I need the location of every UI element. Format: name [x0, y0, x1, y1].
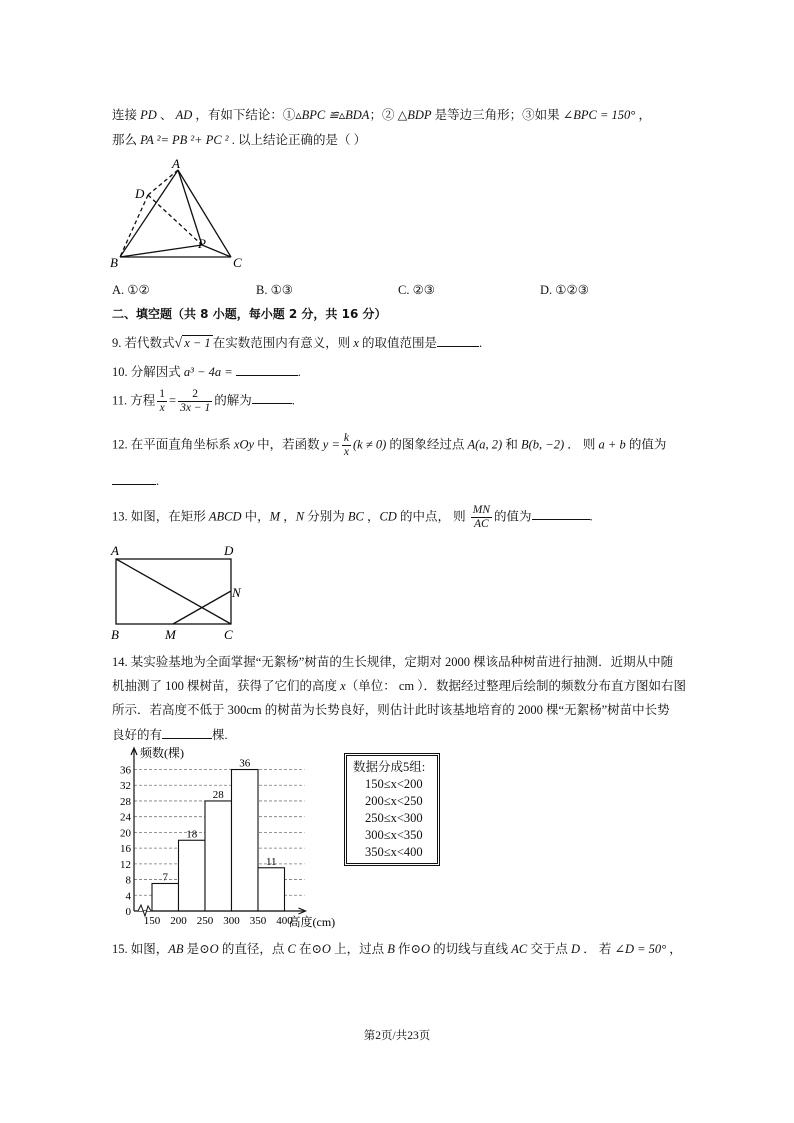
- x-tick-label: 150: [143, 915, 161, 927]
- y-tick-label: 0: [125, 906, 131, 918]
- q13-frac: $\frac{MN}{AC}$: [472, 504, 490, 530]
- group-item: 150≤x<200: [365, 777, 423, 791]
- page-footer: 第2页/共23页: [363, 1030, 431, 1042]
- bar-value-label: 28: [212, 788, 224, 801]
- q15: 15. 如图，AB 是⊙O 的直径，点 C 在⊙O 上，过点 B 作⊙O 的切线与直线 AC 交于点 D ． 若 ∠D = 50° ，: [112, 942, 682, 956]
- frequency-histogram: [108, 744, 358, 930]
- y-tick-label: 4: [125, 890, 131, 903]
- q11-frac1: $\frac{1}{x}$: [159, 388, 166, 414]
- q13-label-C: C: [224, 627, 233, 642]
- bar-value-label: 36: [239, 757, 251, 770]
- group-item: 350≤x<400: [365, 845, 423, 859]
- q13-label-B: B: [111, 627, 119, 642]
- histogram-groups-box: [344, 753, 440, 866]
- histogram-bar: [232, 770, 259, 911]
- q13-label-N: N: [232, 585, 241, 600]
- x-tick-label: 350: [249, 915, 267, 927]
- x-axis-label: 高度(cm): [288, 915, 336, 929]
- q14-line2: 机抽测了 100 棵树苗，获得了它们的高度 x（单位： cm ）．数据经过整理后绘制的频数分布直方图如右图: [112, 679, 686, 693]
- bar-value-label: 7: [162, 871, 168, 884]
- x-tick-label: 300: [223, 915, 240, 927]
- bar-value-label: 18: [186, 828, 198, 841]
- y-tick-label: 16: [120, 843, 131, 856]
- q9: 9. 若代数式√ x − 1 在实数范围内有意义，则 x 的取值范围是 .: [112, 333, 482, 353]
- x-tick-label: 200: [170, 915, 187, 927]
- q8-label-B: B: [110, 255, 118, 270]
- q8-option-b: B. ①③: [256, 283, 293, 297]
- histogram-bar: [152, 883, 179, 911]
- section-heading: 二、填空题（共 8 小题，每小题 2 分，共 16 分）: [112, 307, 387, 321]
- y-tick-label: 36: [120, 764, 131, 777]
- groups-title: 数据分成5组:: [353, 760, 426, 774]
- q12-line2: .: [112, 471, 159, 490]
- q13-label-A: A: [111, 543, 119, 558]
- q13: 13. 如图，在矩形 ABCD 中，M ，N 分别为 BC ，CD 的中点， 则 $\frac{MN}{AC}$ 的值为 .: [112, 504, 593, 530]
- y-tick-label: 24: [120, 811, 131, 824]
- y-tick-label: 12: [120, 858, 131, 871]
- q8-label-C: C: [233, 255, 242, 270]
- y-tick-label: 20: [120, 827, 131, 840]
- q8-label-P: P: [198, 236, 206, 251]
- q8-triangle-figure: [108, 155, 248, 270]
- y-tick-label: 32: [120, 780, 131, 793]
- q8-line1: 连接 PD 、 AD ，有如下结论：①▵BPC ≌▵BDA；② △BDP 是等边三角形；③如果 ∠BPC = 150° ，: [112, 108, 651, 122]
- q14-line1: 14. 某实验基地为全面掌握“无絮杨”树苗的生长规律，定期对 2000 棵该品种树苗进行抽测．近期从中随: [112, 655, 674, 669]
- q13-label-M: M: [165, 627, 176, 642]
- q12-line1: 12. 在平面直角坐标系 xOy 中，若函数 y = $\frac{k}{x}$ (k ≠ 0) 的图象经过点 A(a, 2) 和 B(b, −2) ． 则 a + b 的值为: [112, 432, 667, 458]
- q12-frac: $\frac{k}{x}$: [343, 432, 349, 458]
- q14-line3: 所示．若高度不低于 300cm 的树苗为长势良好，则估计此时该基地培育的 2000 棵“无絮杨”树苗中长势: [112, 703, 670, 717]
- q13-label-D: D: [224, 543, 234, 558]
- q10: 10. 分解因式 a³ − 4a = .: [112, 362, 301, 381]
- y-tick-label: 28: [120, 795, 131, 808]
- q8-label-A: A: [172, 156, 180, 171]
- histogram-bar: [179, 840, 206, 911]
- q11: 11. 方程 $\frac{1}{x}$ = $\frac{2}{3x - 1}$ 的解为 .: [112, 388, 295, 414]
- bar-value-label: 11: [265, 855, 277, 868]
- x-tick-label: 250: [196, 915, 214, 927]
- q8-option-d: D. ①②③: [540, 283, 589, 297]
- q8-line2: 那么 PA ²= PB ²+ PC ² . 以上结论正确的是（ ）: [112, 133, 367, 147]
- y-axis-label: 频数(棵): [140, 746, 184, 760]
- q11-frac2: $\frac{2}{3x - 1}$: [180, 388, 211, 414]
- q8-option-a: A. ①②: [112, 283, 150, 297]
- q13-rectangle-figure: [108, 541, 250, 644]
- group-item: 300≤x<350: [365, 828, 423, 842]
- q8-option-c: C. ②③: [398, 283, 435, 297]
- group-item: 200≤x<250: [365, 794, 423, 808]
- q14-line4: 良好的有 棵.: [112, 725, 228, 744]
- x-tick-label: 400: [276, 915, 293, 927]
- y-tick-label: 8: [125, 874, 131, 887]
- histogram-bar: [205, 801, 232, 911]
- histogram-bar: [258, 868, 285, 911]
- q8-label-D: D: [135, 186, 145, 201]
- group-item: 250≤x<300: [365, 811, 423, 825]
